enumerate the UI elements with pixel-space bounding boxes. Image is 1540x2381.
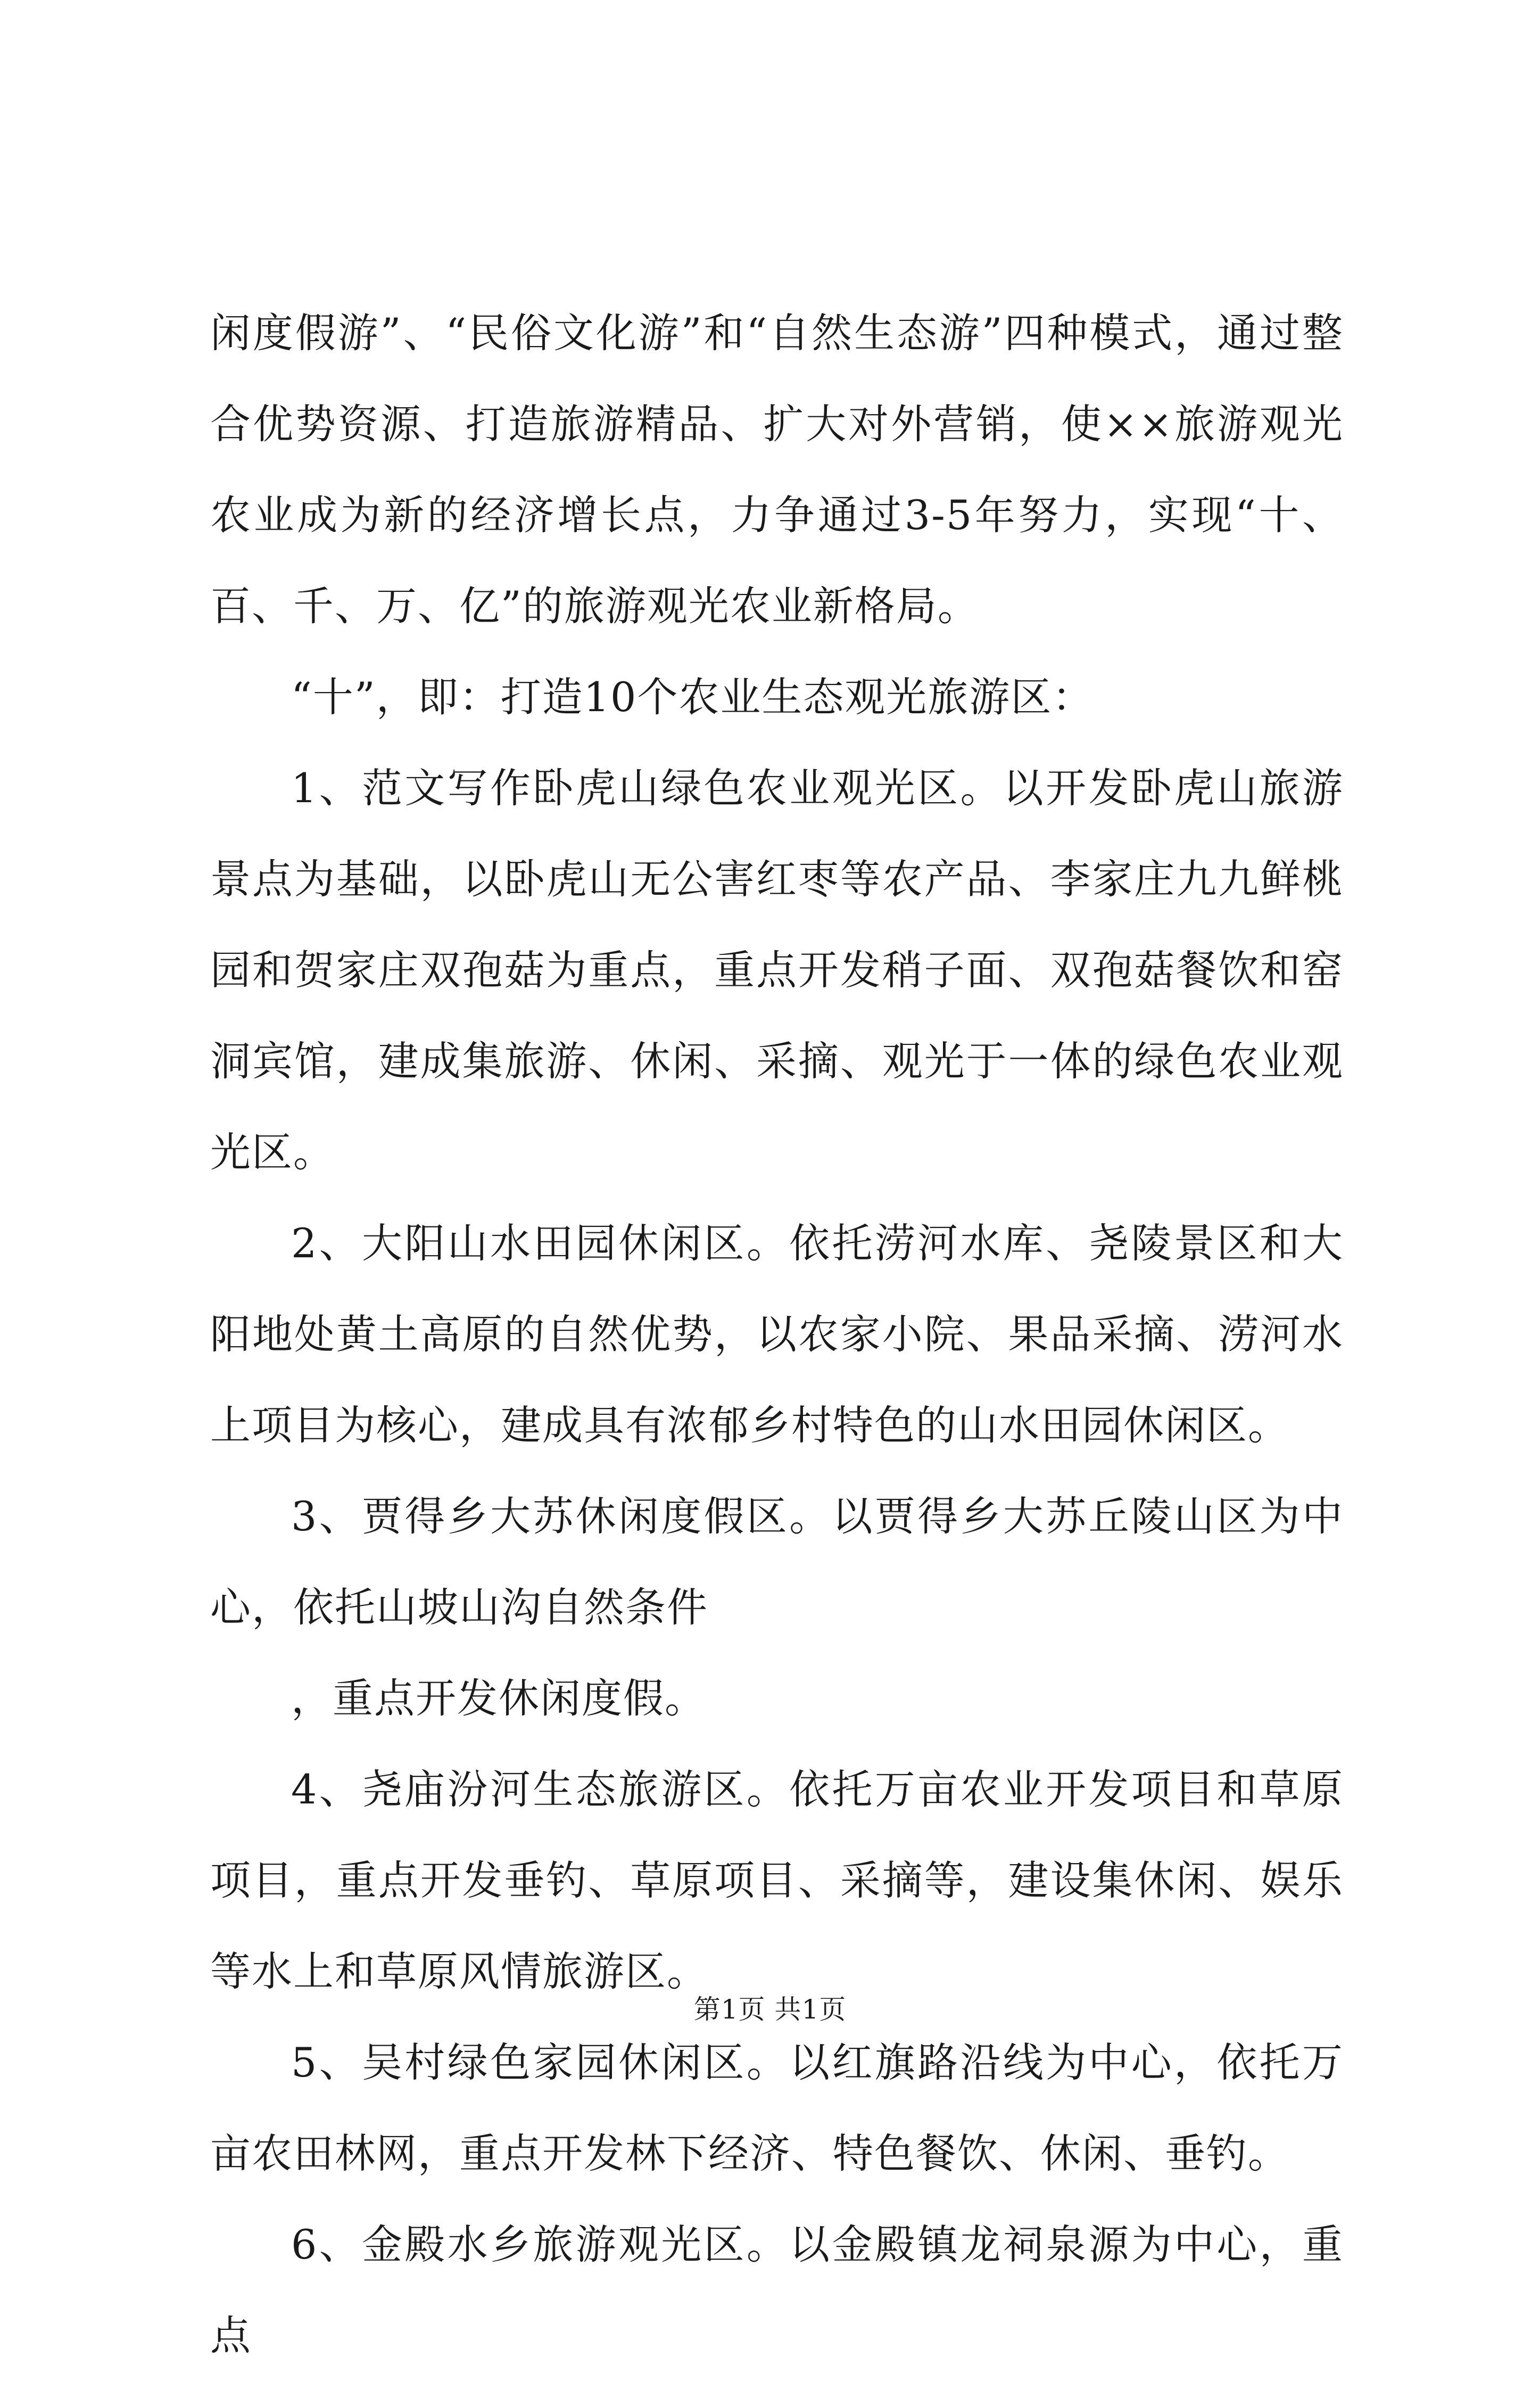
paragraph-item-4: 4、尧庙汾河生态旅游区。依托万亩农业开发项目和草原项目，重点开发垂钓、草原项目、采摘等，建设集休闲、娱乐等水上和草原风情旅游区。: [210, 1766, 1344, 1995]
page-number-label: 第1页 共1页: [693, 1994, 847, 2025]
paragraph-item-5: 5、吴村绿色家园休闲区。以红旗路沿线为中心，依托万亩农田林网，重点开发林下经济、特色餐饮、休闲、垂钓。: [210, 2039, 1344, 2177]
document-body: [210, 287, 1344, 2381]
paragraph-item-1: 1、范文写作卧虎山绿色农业观光区。以开发卧虎山旅游景点为基础，以卧虎山无公害红枣等农产品、李家庄九九鲜桃园和贺家庄双孢菇为重点，重点开发稍子面、双孢菇餐饮和窑洞宾馆，建成集旅游、休闲、采摘、观光于一体的绿色农业观光区。: [210, 764, 1344, 1176]
paragraph-item-2: 2、大阳山水田园休闲区。依托涝河水库、尧陵景区和大阳地处黄土高原的自然优势，以农家小院、果品采摘、涝河水上项目为核心，建成具有浓郁乡村特色的山水田园休闲区。: [210, 1220, 1344, 1449]
page-footer: [0, 1993, 1540, 2025]
paragraph-item-3-continued: ，重点开发休闲度假。: [291, 1675, 706, 1722]
paragraph-continuation: 闲度假游”、“民俗文化游”和“自然生态游”四种模式，通过整合优势资源、打造旅游精品、扩大对外营销，使××旅游观光农业成为新的经济增长点，力争通过3-5年努力，实现“十、百、千、万、亿”的旅游观光农业新格局。: [210, 309, 1344, 630]
paragraph-item-3: 3、贾得乡大苏休闲度假区。以贾得乡大苏丘陵山区为中心，依托山坡山沟自然条件: [210, 1493, 1344, 1631]
paragraph-ten-heading: “十”，即：打造10个农业生态观光旅游区：: [291, 673, 1094, 721]
paragraph-item-6: 6、金殿水乡旅游观光区。以金殿镇龙祠泉源为中心，重点: [210, 2221, 1344, 2359]
